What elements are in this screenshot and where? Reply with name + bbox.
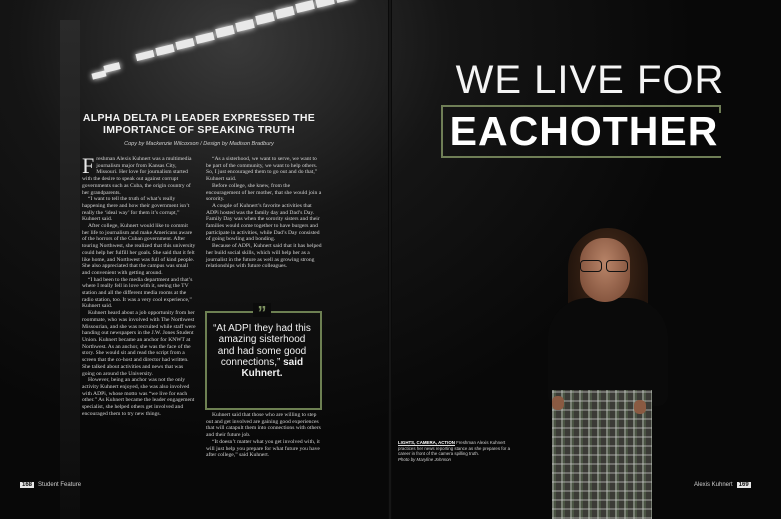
ceiling-lights	[92, 0, 372, 90]
title-rule-top	[441, 105, 721, 107]
paragraph: Before college, she knew, from the encouragement of her mother, that she would join a sorority.	[206, 182, 322, 203]
article-column-2	[206, 156, 322, 270]
glasses-icon	[578, 260, 632, 272]
paragraph: Kuhnert said that those who are willing to step out and get involved are gaining good experiences that will catapult them into connections with others and their future job.	[206, 412, 321, 439]
article-column-2-continued	[206, 412, 322, 459]
paragraph: After college, Kuhnert would like to commit her life to journalism and make Americans aware of the horrors of the Cuban government. After touring Northwest, she realized that this university could help her fulfill her goals. She said that it felt like home, and Northwest was full of kind people. She also appreciated that the campus was small and convenient with getting around.	[82, 223, 196, 276]
spread-title-line-1: WE LIVE FOR	[455, 58, 725, 102]
folio-right	[694, 482, 751, 488]
paragraph: Because of ADPi, Kuhnert said that it has helped her build social skills, which will help her as a journalist in the future as well as growing strong relationships with future colleagues.	[206, 243, 322, 270]
paragraph: However, being an anchor was not the only activity Kuhnert enjoyed, she was also involved with ADPi, whose motto was “we live for each other.” As Kuhnert became the leader engagement specialist, she helped others get involved and encouraged them to try new things.	[82, 377, 195, 417]
pull-quote	[212, 323, 312, 379]
page-number: 168	[22, 482, 33, 488]
drop-cap: F	[82, 153, 95, 178]
pull-quote-attribution: said Kuhnert.	[241, 356, 304, 380]
paragraph: Freshman Alexis Kuhnert was a multimedia journalism major from Kansas City, Missouri. Her love for journalism started with the desire to speak out against corrupt governments such as Cuba, the origin country of her grandparents.	[82, 153, 192, 196]
background-wall	[60, 20, 80, 519]
photo-caption	[398, 440, 520, 462]
article-headline: ALPHA DELTA PI LEADER EXPRESSED THE IMPORTANCE OF SPEAKING TRUTH	[82, 112, 316, 136]
student-name: Alexis Kuhnert	[694, 482, 733, 488]
pull-quote-text: “At ADPI they had this amazing sisterhood and had some good connections,”	[213, 323, 311, 368]
paragraph: “I had been to the media department and that’s where I really fell in love with it, seeing the TV station and all the different media rooms at the radio station, too. It was a very cool experience,” Kuhnert said.	[82, 276, 193, 310]
article-column-1	[82, 153, 196, 417]
byline: Copy by Mackenzie Wilcoxson / Design by Madison Bradbury	[124, 141, 274, 147]
caption-label: LIGHTS, CAMERA, ACTION	[398, 440, 455, 445]
portrait-photo	[540, 210, 680, 519]
photo-credit: Photo by Maryline Johnson	[398, 456, 451, 462]
section-name: Student Feature	[38, 482, 82, 488]
caption-text: Freshman Alexis Kuhnert practices her news reporting stance as she prepares for a career in front of the camera spilling truth.	[398, 440, 511, 457]
title-rule-bottom	[441, 156, 721, 158]
folio-left	[20, 482, 81, 488]
paragraph: “It doesn’t matter what you get involved with, it will just help you prepare for what future you have after college,” said Kuhnert.	[206, 438, 320, 459]
page-number: 169	[738, 482, 749, 488]
paragraph: “I want to tell the truth of what’s really happening there and how their government isn’t really the ‘ideal way’ for them it’s corrupt,” Kuhnert said.	[82, 196, 190, 223]
quote-mark-icon: ”	[253, 303, 271, 317]
paragraph: A couple of Kuhnert’s favorite activities that ADPi hosted was the family day and Dad’s Day. Family Day was when the sorority sisters and their families would come together to have burgers and participate in activities, while Dad’s Day consisted of going bowling and bonding.	[206, 202, 320, 243]
paragraph: “As a sisterhood, we want to serve, we want to be part of the community, we want to help others. So, I just encouraged them to go out and do that,” Kuhnert said.	[206, 156, 318, 183]
spread-title-line-2: EACHOTHER	[449, 108, 719, 154]
page-spine	[388, 0, 392, 519]
paragraph: Kuhnert heard about a job opportunity from her roommate, who was involved with The Northwest Missourian, and she was recruited while staff were handing out newspapers in the J.W. Jones Student Union. Kuhnert became an anchor for KNWT at Northwest. As an anchor, she was the face of the story. She would sit and read the script from a screen that the co-host and director had written. She talked about activities and news that was going on around the University.	[82, 310, 196, 377]
